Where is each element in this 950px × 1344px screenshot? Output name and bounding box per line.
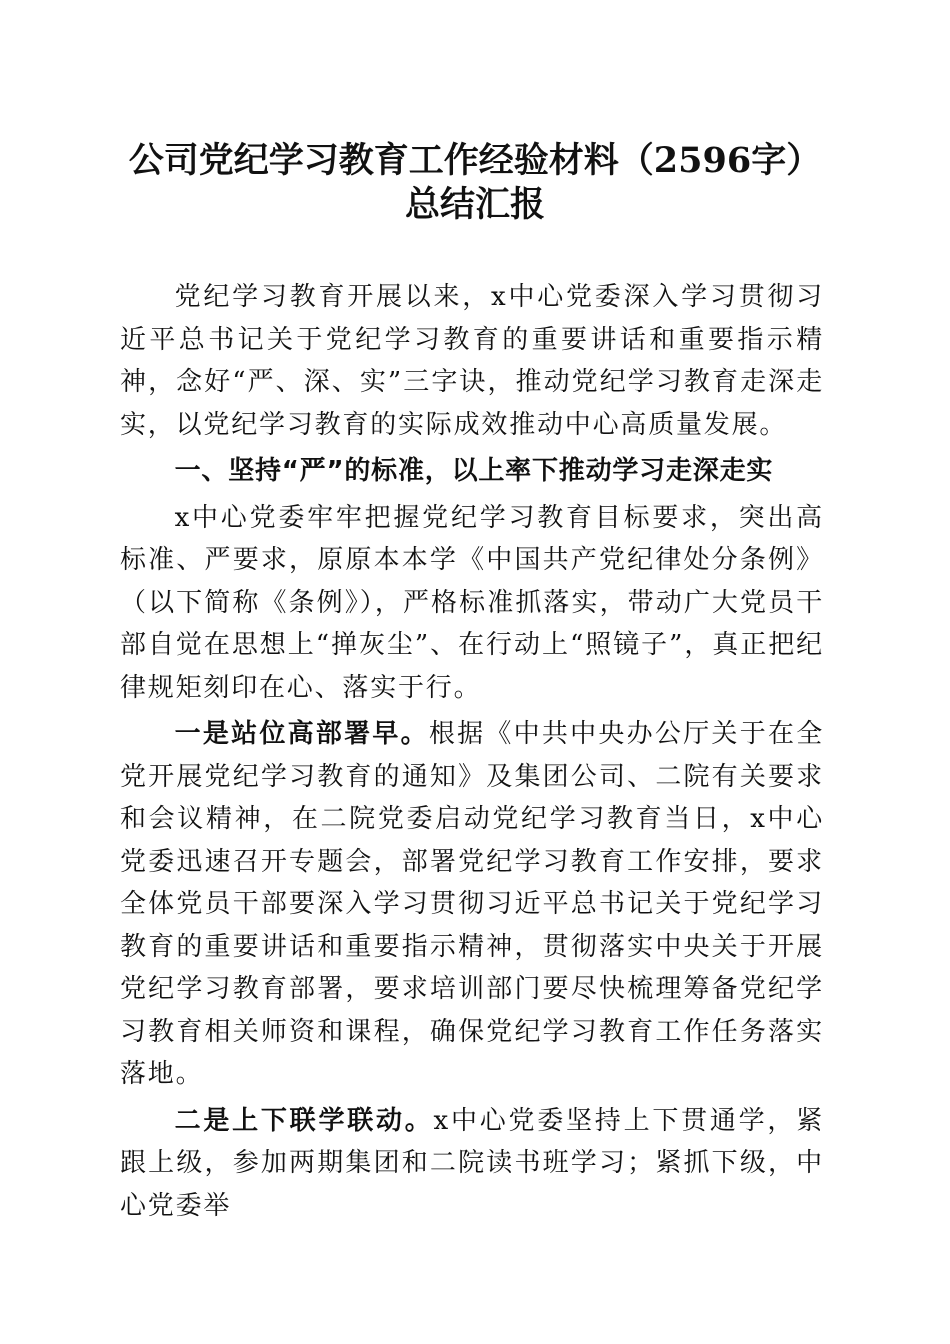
point-2-lead: 二是上下联学联动。 (174, 1105, 434, 1136)
intro-paragraph: 党纪学习教育开展以来，x中心党委深入学习贯彻习近平总书记关于党纪学习教育的重要讲话和重要指示精神，念好“严、深、实”三字诀，推动党纪学习教育走深走实，以党纪学习教育的实际成效推动中心高质量发展。 (120, 282, 824, 440)
document-title-line-1: 公司党纪学习教育工作经验材料（2596字） (128, 140, 822, 181)
point-2-paragraph (120, 1100, 824, 1228)
document-body (120, 276, 824, 1227)
document-title-line-2: 总结汇报 (404, 184, 545, 225)
point-1-body: 根据《中共中央办公厅关于在全党开展党纪学习教育的通知》及集团公司、二院有关要求和会议精神，在二院党委启动党纪学习教育当日，x中心党委迅速召开专题会，部署党纪学习教育工作安排，要求全体党员干部要深入学习贯彻习近平总书记关于党纪学习教育的重要讲话和重要指示精神，贯彻落实中央关于开展党纪学习教育部署，要求培训部门要尽快梳理筹备党纪学习教育相关师资和课程，确保党纪学习教育工作任务落实落地。 (120, 719, 824, 1089)
section-1-heading: 一、坚持“严”的标准，以上率下推动学习走深走实 (174, 456, 774, 486)
point-1-lead: 一是站位高部署早。 (174, 719, 429, 749)
point-1-paragraph (120, 713, 824, 1096)
section-1-paragraph: x中心党委牢牢把握党纪学习教育目标要求，突出高标准、严要求，原原本本学《中国共产党纪律处分条例》（以下简称《条例》），严格标准抓落实，带动广大党员干部自觉在思想上“掸灰尘”、在行动上“照镜子”，真正把纪律规矩刻印在心、落实于行。 (120, 502, 824, 703)
point-2-body: x中心党委坚持上下贯通学，紧跟上级，参加两期集团和二院读书班学习；紧抓下级，中心党委举 (120, 1105, 824, 1221)
